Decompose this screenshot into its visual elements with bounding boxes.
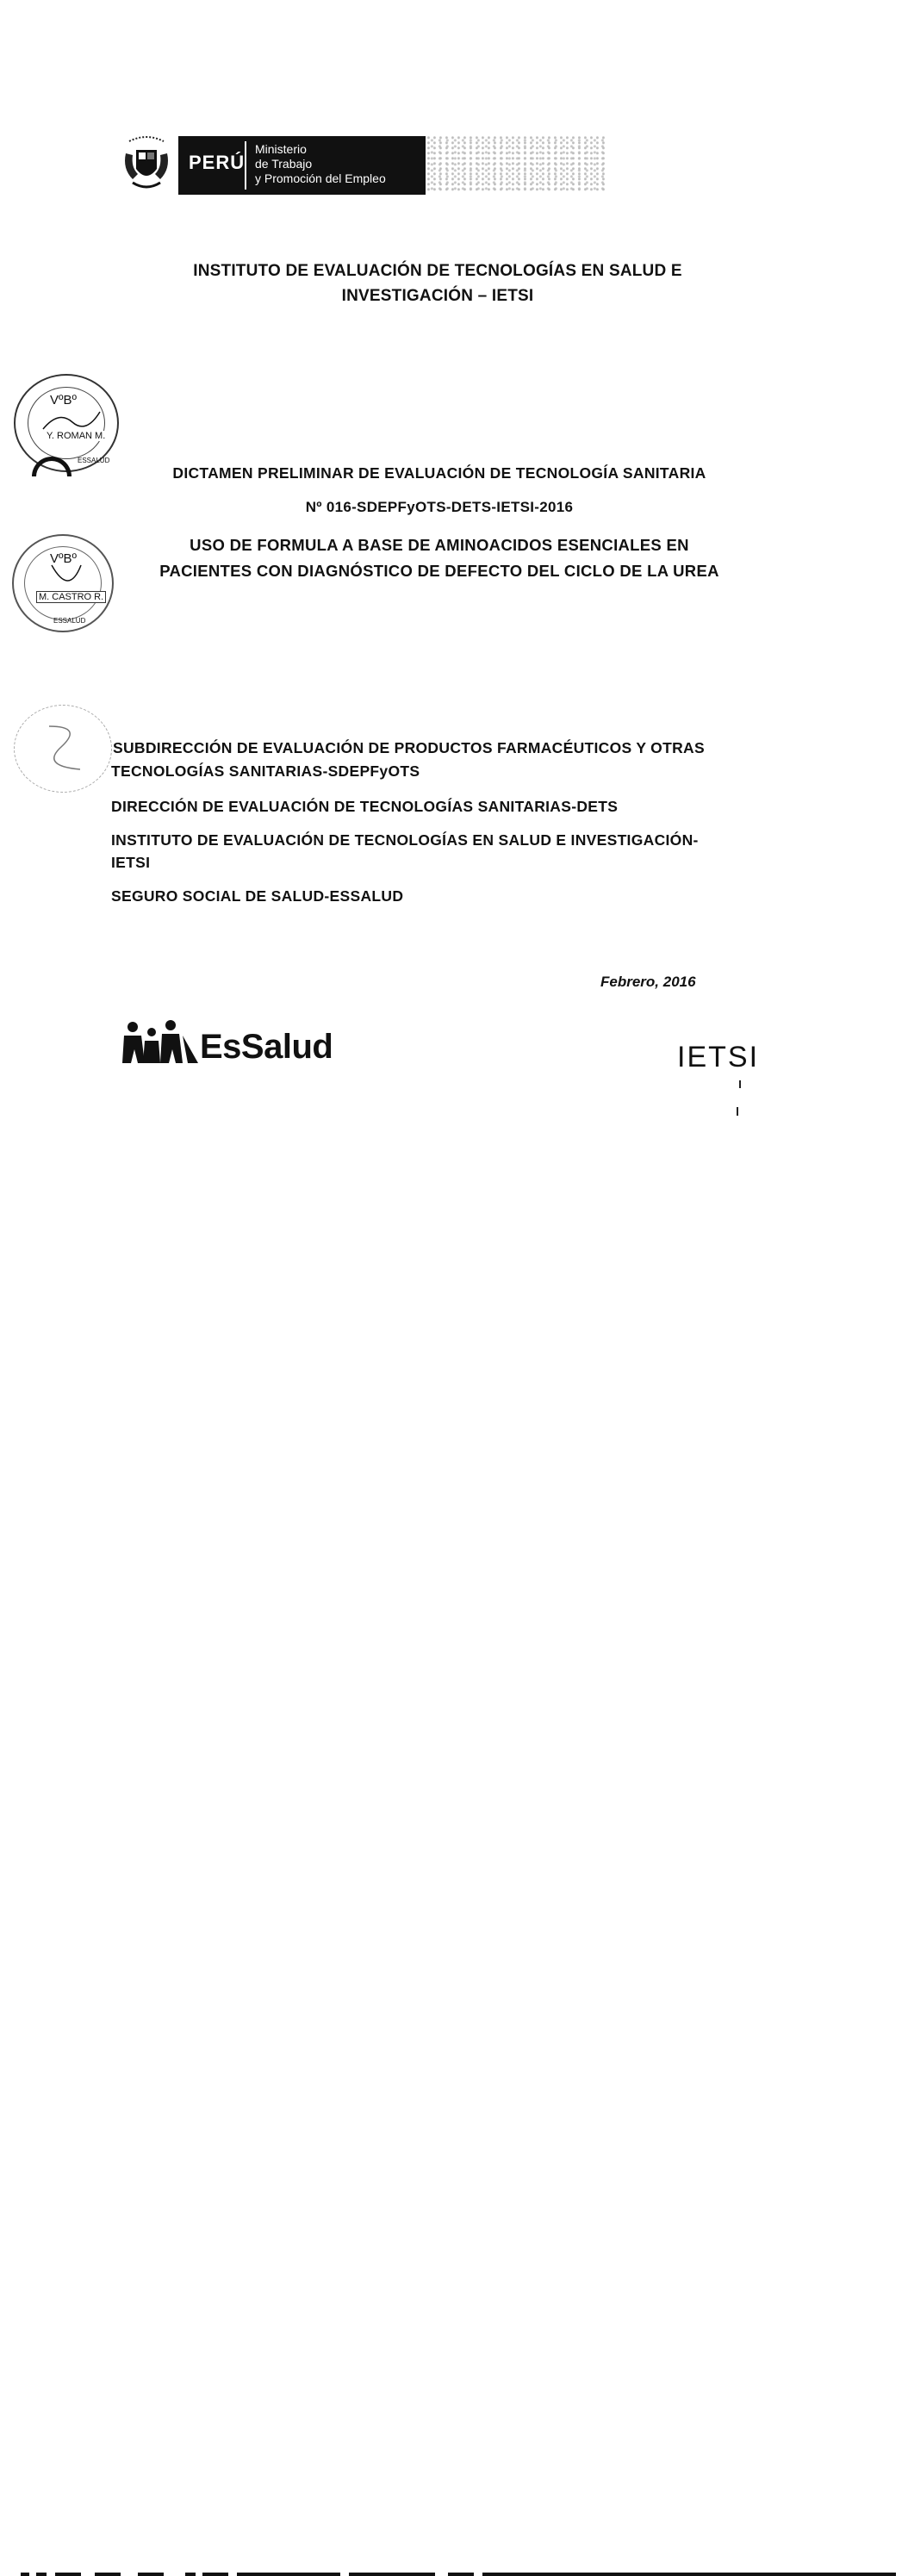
stamp-2-vb: VºBº bbox=[50, 551, 77, 566]
dictamen-subject-line-2: PACIENTES CON DIAGNÓSTICO DE DEFECTO DEL CICLO DE LA UREA bbox=[159, 562, 719, 580]
ietsi-logo-text: IETSI bbox=[677, 1041, 760, 1073]
stamp-1-name: Y. ROMAN M. bbox=[47, 431, 106, 441]
org-institute-line-1: INSTITUTO DE EVALUACIÓN DE TECNOLOGÍAS EN SALUD E INVESTIGACIÓN- bbox=[111, 831, 699, 849]
coat-of-arms-icon bbox=[121, 134, 172, 195]
scanned-speckle-area bbox=[427, 136, 606, 191]
ministry-line-3: y Promoción del Empleo bbox=[255, 171, 386, 185]
ministry-line-1: Ministerio bbox=[255, 142, 307, 156]
dictamen-number: Nº 016-SDEPFyOTS-DETS-IETSI-2016 bbox=[305, 499, 574, 515]
org-institute-line-2: IETSI bbox=[111, 854, 151, 871]
stamp-1-ring: ESSALUD bbox=[78, 457, 110, 464]
institute-title bbox=[129, 258, 746, 308]
document-date: Febrero, 2016 bbox=[600, 974, 696, 990]
essalud-logo-text: EsSalud bbox=[200, 1028, 333, 1066]
stamp-2-name: M. CASTRO R. bbox=[36, 591, 106, 603]
approval-stamp-1 bbox=[14, 374, 119, 472]
ministry-line-2: de Trabajo bbox=[255, 157, 313, 171]
approval-stamp-2 bbox=[12, 534, 114, 632]
org-subdirection-line-1: SUBDIRECCIÓN DE EVALUACIÓN DE PRODUCTOS FARMACÉUTICOS Y OTRAS bbox=[113, 739, 705, 756]
institute-title-line-2: INVESTIGACIÓN – IETSI bbox=[341, 287, 534, 305]
institute-title-line-1: INSTITUTO DE EVALUACIÓN DE TECNOLOGÍAS EN SALUD E bbox=[193, 262, 682, 280]
essalud-family-icon bbox=[119, 1018, 202, 1067]
ministry-name bbox=[255, 142, 386, 186]
signature-scribble-icon bbox=[32, 718, 92, 778]
signature-scribble-icon bbox=[41, 407, 102, 432]
ietsi-mark-1 bbox=[739, 1080, 741, 1088]
ietsi-mark-2 bbox=[737, 1107, 738, 1116]
stamp-2-ring: ESSALUD bbox=[53, 617, 86, 625]
footer-rule bbox=[0, 1286, 908, 1291]
org-seguro: SEGURO SOCIAL DE SALUD-ESSALUD bbox=[111, 887, 404, 905]
stamp-1-vb: VºBº bbox=[50, 393, 77, 408]
dictamen-subject-line-1: USO DE FORMULA A BASE DE AMINOACIDOS ESENCIALES EN bbox=[190, 536, 689, 554]
ministry-logo bbox=[178, 136, 426, 195]
signature-scribble-icon bbox=[43, 562, 86, 593]
logo-divider bbox=[245, 141, 246, 190]
dictamen-title: DICTAMEN PRELIMINAR DE EVALUACIÓN DE TECNOLOGÍA SANITARIA bbox=[172, 464, 706, 482]
approval-stamp-3 bbox=[14, 705, 112, 793]
org-direction: DIRECCIÓN DE EVALUACIÓN DE TECNOLOGÍAS SANITARIAS-DETS bbox=[111, 798, 619, 815]
peru-label: PERÚ bbox=[189, 152, 246, 173]
org-subdirection-line-2: TECNOLOGÍAS SANITARIAS-SDEPFyOTS bbox=[111, 762, 420, 780]
